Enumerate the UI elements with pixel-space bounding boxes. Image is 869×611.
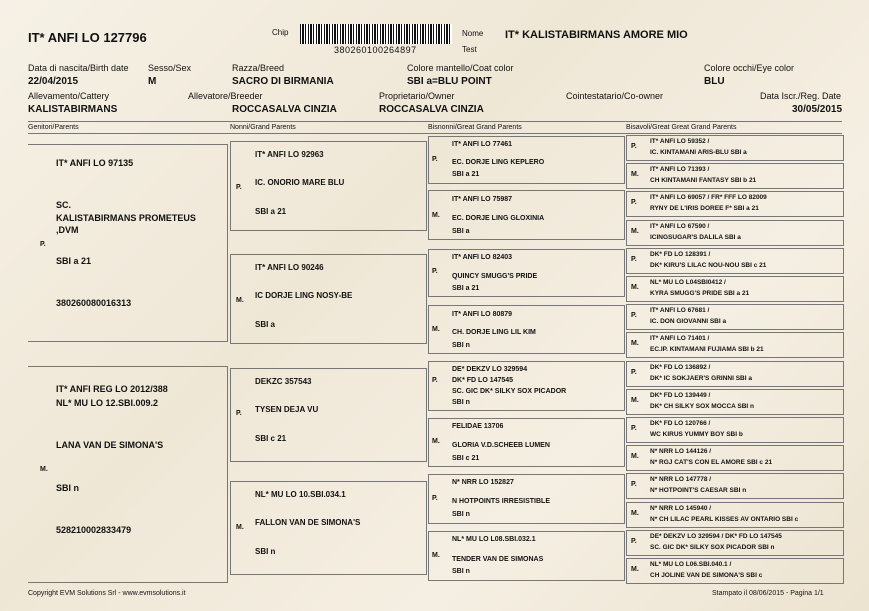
great-grandparent-sex: P.	[432, 156, 438, 163]
grandparent-name: FALLON VAN DE SIMONA'S	[255, 518, 361, 527]
dam-reg-2: NL* MU LO 12.SBI.009.2	[56, 398, 159, 408]
header-divider	[28, 121, 842, 122]
registration-number: IT* ANFI LO 127796	[28, 30, 147, 45]
great-grandparent-color: SBI a 21	[452, 171, 480, 178]
great-great-grandparent-sex: M.	[631, 284, 639, 291]
chip-number: 380260100264897	[334, 45, 417, 55]
great-great-grandparent-name: DK* KIRU'S LILAC NOU-NOU SBI c 21	[650, 262, 767, 269]
cat-name: IT* KALISTABIRMANS AMORE MIO	[505, 29, 688, 41]
great-grandparent-reg: IT* ANFI LO 75987	[452, 196, 513, 203]
breed-label: Razza/Breed	[232, 63, 285, 73]
sex-label: Sesso/Sex	[148, 63, 192, 73]
coat-color-value: SBI a=BLU POINT	[407, 76, 492, 87]
great-grandparent-color: SBI a	[452, 228, 470, 235]
great-grandparent-name: SC. GIC DK* SILKY SOX PICADOR	[452, 388, 567, 395]
sex-value: M	[148, 76, 157, 87]
coowner-label: Cointestatario/Co-owner	[566, 91, 664, 101]
great-great-grandparent-sex: P.	[631, 312, 637, 319]
great-grandparent-reg: NL* MU LO L08.SBI.032.1	[452, 536, 536, 543]
dam-name: LANA VAN DE SIMONA'S	[56, 440, 164, 450]
column-grandparents: Nonni/Grand Parents	[230, 124, 296, 131]
column-header-line	[28, 133, 842, 134]
grandparent-color: SBI c 21	[255, 434, 287, 443]
sire-color: SBI a 21	[56, 256, 92, 266]
great-great-grandparent-name: ICINGSUGAR'S DALILA SBI a	[650, 234, 741, 241]
great-great-grandparent-sex: P.	[631, 481, 637, 488]
sire-sex: P.	[40, 241, 46, 248]
great-great-grandparent-name: WC KIRUS YUMMY BOY SBI b	[650, 431, 743, 438]
cattery-value: KALISTABIRMANS	[28, 104, 118, 115]
great-grandparent-sex: M.	[432, 438, 440, 445]
breeder-value: ROCCASALVA CINZIA	[232, 104, 337, 115]
great-grandparent-color: SBI a 21	[452, 285, 480, 292]
great-great-grandparent-reg: IT* ANFI LO 67590 /	[650, 223, 710, 230]
coat-color-label: Colore mantello/Coat color	[407, 63, 514, 73]
grandparent-name: IC. ONORIO MARE BLU	[255, 178, 345, 187]
breeder-label: Allevatore/Breeder	[188, 91, 263, 101]
great-great-grandparent-name: IC. KINTAMANI ARIS-BLU SBI a	[650, 149, 747, 156]
great-great-grandparent-reg: N* NRR LO 145940 /	[650, 505, 712, 512]
great-grandparent-name: CH. DORJE LING LIL KIM	[452, 329, 536, 336]
great-great-grandparent-name: DK* CH SILKY SOX MOCCA SBI n	[650, 403, 755, 410]
column-parents: Genitori/Parents	[28, 124, 79, 131]
grandparent-sex: M.	[236, 524, 244, 531]
great-great-grandparent-name: EC.IP. KINTAMANI FUJIAMA SBI b 21	[650, 346, 764, 353]
eye-color-value: BLU	[704, 76, 725, 87]
owner-label: Proprietario/Owner	[379, 91, 455, 101]
birth-date-label: Data di nascita/Birth date	[28, 63, 129, 73]
great-grandparent-color: SBI n	[452, 511, 470, 518]
footer-copyright: Copyright EVM Solutions Srl - www.evmsolutions.it	[28, 590, 186, 597]
parent-sire-box	[28, 144, 228, 342]
great-grandparent-color: SBI c 21	[452, 455, 480, 462]
great-great-grandparent-reg: N* NRR LO 147778 /	[650, 476, 712, 483]
great-great-grandparent-reg: NL* MU LO L04SBI0412 /	[650, 279, 726, 286]
great-great-grandparent-sex: P.	[631, 143, 637, 150]
great-grandparent-sex: P.	[432, 268, 438, 275]
great-great-grandparent-reg: N* NRR LO 144126 /	[650, 448, 712, 455]
great-grandparent-reg: FELIDAE 13706	[452, 423, 504, 430]
grandparent-sex: P.	[236, 410, 242, 417]
great-great-grandparent-reg: DK* FD LO 120766 /	[650, 420, 711, 427]
great-great-grandparent-reg: DK* FD LO 139449 /	[650, 392, 711, 399]
great-great-grandparent-reg: IT* ANFI LO 71401 /	[650, 335, 710, 342]
grandparent-sex: P.	[236, 184, 242, 191]
great-great-grandparent-name: DK* IC SOKJAER'S GRINNI SBI a	[650, 375, 752, 382]
sire-name: KALISTABIRMANS PROMETEUS	[56, 213, 196, 223]
great-grandparent-reg: IT* ANFI LO 77461	[452, 141, 513, 148]
reg-date-value: 30/05/2015	[792, 104, 843, 115]
reg-date-label: Data Iscr./Reg. Date	[760, 91, 842, 101]
eye-color-label: Colore occhi/Eye color	[704, 63, 795, 73]
sire-title: SC.	[56, 200, 72, 210]
great-grandparent-reg: N* NRR LO 152827	[452, 479, 514, 486]
great-grandparent-name: TENDER VAN DE SIMONAS	[452, 556, 544, 563]
great-grandparent-sex: M.	[432, 552, 440, 559]
sire-name-suffix: ,DVM	[56, 225, 79, 235]
great-grandparent-color: SBI n	[452, 342, 470, 349]
dam-reg-1: IT* ANFI REG LO 2012/388	[56, 384, 168, 394]
sire-reg: IT* ANFI LO 97135	[56, 158, 134, 168]
great-grandparent-name: N HOTPOINTS IRRESISTIBLE	[452, 498, 551, 505]
great-great-grandparent-reg: IT* ANFI LO 59352 /	[650, 138, 710, 145]
great-great-grandparent-reg: IT* ANFI LO 67681 /	[650, 307, 710, 314]
great-great-grandparent-sex: M.	[631, 228, 639, 235]
great-grandparent-sex: M.	[432, 212, 440, 219]
name-label: Nome	[462, 29, 484, 38]
grandparent-reg: IT* ANFI LO 92963	[255, 150, 324, 159]
grandparent-name: TYSEN DEJA VU	[255, 405, 319, 414]
grandparent-color: SBI a 21	[255, 207, 287, 216]
great-grandparent-reg-2: DK* FD LO 147545	[452, 377, 514, 384]
grandparent-color: SBI n	[255, 547, 276, 556]
sire-chip: 380260080016313	[56, 298, 132, 308]
great-grandparent-name: EC. DORJE LING GLOXINIA	[452, 215, 545, 222]
grandparent-name: IC DORJE LING NOSY-BE	[255, 291, 353, 300]
great-great-grandparent-name: CH KINTAMANI FANTASY SBI b 21	[650, 177, 757, 184]
great-great-grandparent-reg: DE* DEKZV LO 329594 / DK* FD LO 147545	[650, 533, 782, 540]
chip-label: Chip	[272, 28, 289, 37]
great-great-grandparent-reg: NL* MU LO L06.SBI.040.1 /	[650, 561, 732, 568]
birth-date-value: 22/04/2015	[28, 76, 79, 87]
great-great-grandparent-sex: P.	[631, 538, 637, 545]
great-great-grandparent-reg: DK* FD LO 128391 /	[650, 251, 711, 258]
great-great-grandparent-name: IC. DON GIOVANNI SBI a	[650, 318, 727, 325]
great-grandparent-reg: DE* DEKZV LO 329594	[452, 366, 528, 373]
great-great-grandparent-sex: M.	[631, 340, 639, 347]
great-great-grandparent-reg: IT* ANFI LO 69057 / FR* FFF LO 82009	[650, 194, 767, 201]
great-great-grandparent-sex: P.	[631, 369, 637, 376]
great-great-grandparent-name: SC. GIC DK* SILKY SOX PICADOR SBI n	[650, 544, 775, 551]
great-grandparent-name: EC. DORJE LING KEPLERO	[452, 159, 545, 166]
great-grandparent-sex: P.	[432, 377, 438, 384]
grandparent-reg: NL* MU LO 10.SBI.034.1	[255, 490, 346, 499]
owner-value: ROCCASALVA CINZIA	[379, 104, 484, 115]
cattery-label: Allevamento/Cattery	[28, 91, 110, 101]
great-grandparent-sex: P.	[432, 495, 438, 502]
great-great-grandparent-sex: P.	[631, 425, 637, 432]
dam-sex: M.	[40, 466, 48, 473]
great-great-grandparent-sex: M.	[631, 566, 639, 573]
great-great-grandparent-sex: P.	[631, 199, 637, 206]
great-great-grandparent-sex: P.	[631, 256, 637, 263]
great-great-grandparent-sex: M.	[631, 453, 639, 460]
test-label: Test	[462, 45, 477, 54]
column-great-grandparents: Bisnonni/Great Grand Parents	[428, 124, 522, 131]
great-grandparent-name: GLORIA V.D.SCHEEB LUMEN	[452, 442, 550, 449]
great-great-grandparent-name: KYRA SMUGG'S PRIDE SBI a 21	[650, 290, 750, 297]
barcode-icon	[300, 24, 452, 44]
great-grandparent-color: SBI n	[452, 399, 470, 406]
great-grandparent-sex: M.	[432, 326, 440, 333]
great-great-grandparent-name: RYNY DE L'IRIS DOREE F* SBI a 21	[650, 205, 759, 212]
great-grandparent-color: SBI n	[452, 568, 470, 575]
great-grandparent-name: QUINCY SMUGG'S PRIDE	[452, 273, 538, 280]
great-great-grandparent-name: CH JOLINE VAN DE SIMONA'S SBI c	[650, 572, 763, 579]
footer-printed: Stampato il 08/06/2015 - Pagina 1/1	[712, 590, 824, 597]
column-great-great-grandparents: Bisavoli/Great Great Grand Parents	[626, 124, 737, 131]
breed-value: SACRO DI BIRMANIA	[232, 76, 334, 87]
great-great-grandparent-name: N* CH LILAC PEARL KISSES AV ONTARIO SBI c	[650, 516, 799, 523]
grandparent-reg: IT* ANFI LO 90246	[255, 263, 324, 272]
great-great-grandparent-sex: M.	[631, 397, 639, 404]
great-great-grandparent-name: N* HOTPOINT'S CAESAR SBI n	[650, 487, 747, 494]
dam-color: SBI n	[56, 483, 80, 493]
grandparent-reg: DEKZC 357543	[255, 377, 312, 386]
great-great-grandparent-name: N* RGJ CAT'S CON EL AMORE SBI c 21	[650, 459, 773, 466]
great-grandparent-reg: IT* ANFI LO 82403	[452, 254, 513, 261]
grandparent-color: SBI a	[255, 320, 276, 329]
dam-chip: 528210002833479	[56, 525, 132, 535]
great-great-grandparent-sex: M.	[631, 510, 639, 517]
great-great-grandparent-sex: M.	[631, 171, 639, 178]
great-great-grandparent-reg: IT* ANFI LO 71393 /	[650, 166, 710, 173]
grandparent-sex: M.	[236, 297, 244, 304]
great-great-grandparent-reg: DK* FD LO 136892 /	[650, 364, 711, 371]
great-grandparent-reg: IT* ANFI LO 80879	[452, 311, 513, 318]
